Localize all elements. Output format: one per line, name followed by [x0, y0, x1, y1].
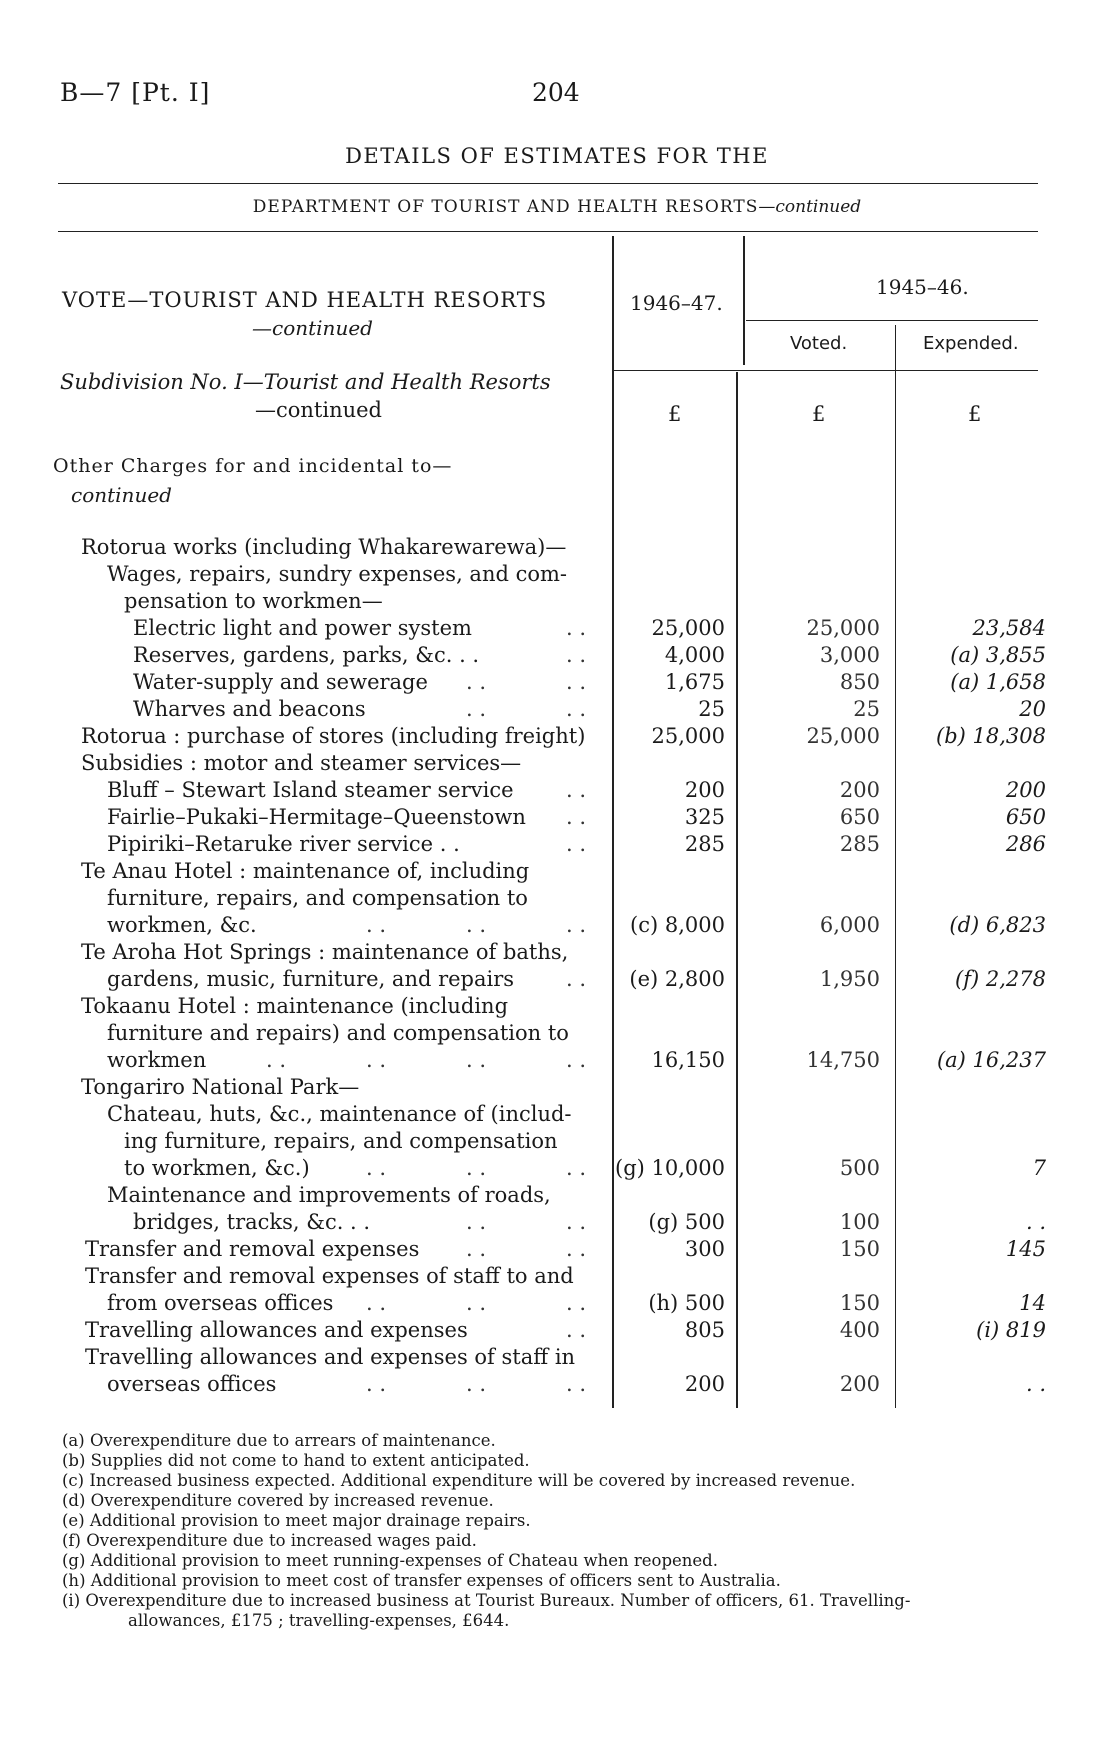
dot-leader: . .	[566, 1372, 587, 1396]
section-heading-continued: continued	[71, 483, 172, 507]
subdivision-title: Subdivision No. I—Tourist and Health Resorts	[60, 370, 551, 394]
row-label: Fairlie–Pukaki–Hermitage–Queenstown	[107, 805, 526, 829]
footnote: allowances, £175 ; travelling-expenses, £644.	[128, 1611, 510, 1630]
table-row	[0, 1156, 1114, 1183]
dot-leader: . .	[466, 697, 487, 721]
subtitle-text: DEPARTMENT OF TOURIST AND HEALTH RESORTS	[252, 197, 759, 217]
value-1945-46-expended: (i) 819	[976, 1318, 1046, 1342]
dot-leader: . .	[566, 967, 587, 991]
page-number: 204	[532, 78, 580, 107]
value-1945-46-expended: (a) 16,237	[936, 1048, 1046, 1072]
dot-leader: . .	[366, 1291, 387, 1315]
value-1945-46-voted: 1,950	[819, 967, 880, 991]
column-header-rule	[614, 370, 1038, 371]
value-1946-47: (c) 8,000	[630, 913, 725, 937]
dot-leader: . .	[566, 1318, 587, 1342]
value-1946-47: (h) 500	[648, 1291, 725, 1315]
currency-expended: £	[968, 402, 982, 426]
row-label: Rotorua works (including Whakarewarewa)—	[81, 535, 567, 559]
value-1946-47: (g) 10,000	[615, 1156, 725, 1180]
value-1945-46-voted: 200	[839, 1372, 880, 1396]
row-label: furniture, repairs, and compensation to	[107, 886, 528, 910]
value-1946-47: (e) 2,800	[629, 967, 725, 991]
value-1945-46-expended: 286	[1005, 832, 1046, 856]
value-1945-46-expended: . .	[1025, 1210, 1046, 1234]
value-1945-46-expended: 23,584	[972, 616, 1046, 640]
table-row	[0, 697, 1114, 724]
table-row	[0, 778, 1114, 805]
dot-leader: . .	[266, 1048, 287, 1072]
page-title: DETAILS OF ESTIMATES FOR THE	[345, 144, 769, 168]
table-row	[0, 1183, 1114, 1210]
row-label: Rotorua : purchase of stores (including freight)	[81, 724, 586, 748]
footnote: (h) Additional provision to meet cost of transfer expenses of officers sent to Australia.	[62, 1571, 781, 1590]
dot-leader: . .	[366, 1372, 387, 1396]
table-row	[0, 1237, 1114, 1264]
value-1946-47: 200	[684, 1372, 725, 1396]
dot-leader: . .	[366, 1156, 387, 1180]
table-row	[0, 832, 1114, 859]
footnote: (f) Overexpenditure due to increased wages paid.	[62, 1531, 477, 1550]
row-label: Transfer and removal expenses of staff to and	[85, 1264, 574, 1288]
dot-leader: . .	[466, 1156, 487, 1180]
value-1946-47: 300	[684, 1237, 725, 1261]
table-row	[0, 643, 1114, 670]
row-label: Maintenance and improvements of roads,	[107, 1183, 551, 1207]
table-row	[0, 940, 1114, 967]
table-row	[0, 1102, 1114, 1129]
value-1945-46-voted: 25	[853, 697, 880, 721]
dot-leader: . .	[466, 1372, 487, 1396]
dot-leader: . .	[466, 670, 487, 694]
row-label: Pipiriki–Retaruke river service . .	[107, 832, 460, 856]
row-label: Tongariro National Park—	[81, 1075, 360, 1099]
value-1945-46-voted: 3,000	[819, 643, 880, 667]
value-1946-47: 25,000	[651, 616, 725, 640]
dot-leader: . .	[566, 778, 587, 802]
vote-title-continued: —continued	[252, 316, 373, 340]
table-row	[0, 1372, 1114, 1399]
dot-leader: . .	[566, 1210, 587, 1234]
row-label: Wages, repairs, sundry expenses, and com-	[107, 562, 568, 586]
dot-leader: . .	[466, 1048, 487, 1072]
value-1946-47: (g) 500	[648, 1210, 725, 1234]
row-label: Tokaanu Hotel : maintenance (including	[81, 994, 509, 1018]
value-1945-46-expended: . .	[1025, 1372, 1046, 1396]
value-1945-46-expended: 14	[1019, 1291, 1046, 1315]
dot-leader: . .	[466, 1210, 487, 1234]
table-row	[0, 994, 1114, 1021]
table-row	[0, 913, 1114, 940]
row-label: pensation to workmen—	[124, 589, 383, 613]
dot-leader: . .	[566, 832, 587, 856]
value-1945-46-expended: (a) 1,658	[950, 670, 1046, 694]
title-rule	[58, 183, 1038, 184]
row-label: workmen, &c.	[107, 913, 257, 937]
value-1945-46-expended: 650	[1005, 805, 1046, 829]
footnote: (g) Additional provision to meet running-expenses of Chateau when reopened.	[62, 1551, 718, 1570]
row-label: Wharves and beacons	[133, 697, 366, 721]
value-1945-46-expended: (d) 6,823	[949, 913, 1046, 937]
table-row	[0, 670, 1114, 697]
table-row	[0, 616, 1114, 643]
table-row	[0, 589, 1114, 616]
table-row	[0, 1345, 1114, 1372]
row-label: Reserves, gardens, parks, &c. . .	[133, 643, 480, 667]
value-1945-46-voted: 400	[839, 1318, 880, 1342]
value-1945-46-voted: 25,000	[806, 724, 880, 748]
row-label: Te Aroha Hot Springs : maintenance of baths,	[81, 940, 569, 964]
value-1945-46-expended: (b) 18,308	[936, 724, 1046, 748]
value-1945-46-expended: 7	[1032, 1156, 1046, 1180]
row-label: Water-supply and sewerage	[133, 670, 428, 694]
document-reference: B—7 [Pt. I]	[60, 78, 211, 107]
row-label: furniture and repairs) and compensation to	[107, 1021, 569, 1045]
dot-leader: . .	[566, 643, 587, 667]
value-1946-47: 805	[684, 1318, 725, 1342]
row-label: Subsidies : motor and steamer services—	[81, 751, 522, 775]
table-row	[0, 724, 1114, 751]
value-1945-46-voted: 500	[839, 1156, 880, 1180]
footnote: (a) Overexpenditure due to arrears of maintenance.	[62, 1431, 496, 1450]
row-label: from overseas offices	[107, 1291, 334, 1315]
table-row	[0, 1210, 1114, 1237]
vote-title: VOTE—TOURIST AND HEALTH RESORTS	[62, 288, 548, 312]
table-row	[0, 1318, 1114, 1345]
dot-leader: . .	[566, 805, 587, 829]
column-header-1945-46: 1945–46.	[876, 275, 969, 299]
table-row	[0, 967, 1114, 994]
table-row	[0, 1291, 1114, 1318]
dot-leader: . .	[566, 670, 587, 694]
value-1946-47: 4,000	[664, 643, 725, 667]
value-1946-47: 25	[698, 697, 725, 721]
subtitle-continued: —continued	[758, 197, 862, 217]
value-1945-46-voted: 150	[839, 1237, 880, 1261]
row-label: Bluff – Stewart Island steamer service	[107, 778, 514, 802]
row-label: bridges, tracks, &c. . .	[133, 1210, 371, 1234]
table-row	[0, 805, 1114, 832]
dot-leader: . .	[566, 913, 587, 937]
value-1945-46-voted: 6,000	[819, 913, 880, 937]
currency-voted: £	[812, 402, 826, 426]
table-row	[0, 886, 1114, 913]
table-row	[0, 859, 1114, 886]
value-1945-46-voted: 14,750	[806, 1048, 880, 1072]
value-1945-46-expended: (a) 3,855	[950, 643, 1046, 667]
table-row	[0, 1264, 1114, 1291]
dot-leader: . .	[366, 1048, 387, 1072]
currency-1946-47: £	[668, 402, 682, 426]
table-row	[0, 1021, 1114, 1048]
dot-leader: . .	[566, 616, 587, 640]
value-1945-46-voted: 200	[839, 778, 880, 802]
row-label: Transfer and removal expenses	[85, 1237, 420, 1261]
dot-leader: . .	[566, 1048, 587, 1072]
row-label: Chateau, huts, &c., maintenance of (includ-	[107, 1102, 572, 1126]
row-label: to workmen, &c.)	[124, 1156, 310, 1180]
value-1946-47: 200	[684, 778, 725, 802]
table-row	[0, 1129, 1114, 1156]
value-1945-46-expended: 145	[1005, 1237, 1046, 1261]
column-divider-2-top	[743, 236, 745, 365]
table-row	[0, 562, 1114, 589]
table-row	[0, 751, 1114, 778]
value-1946-47: 325	[684, 805, 725, 829]
dot-leader: . .	[466, 1237, 487, 1261]
row-label: gardens, music, furniture, and repairs	[107, 967, 515, 991]
footnote: (d) Overexpenditure covered by increased revenue.	[62, 1491, 494, 1510]
value-1945-46-voted: 285	[839, 832, 880, 856]
dot-leader: . .	[466, 913, 487, 937]
footnote: (i) Overexpenditure due to increased business at Tourist Bureaux. Number of officers, 61. Travelling-	[62, 1591, 911, 1610]
table-row	[0, 535, 1114, 562]
row-label: Travelling allowances and expenses	[85, 1318, 468, 1342]
table-row	[0, 1075, 1114, 1102]
value-1945-46-voted: 25,000	[806, 616, 880, 640]
value-1945-46-voted: 150	[839, 1291, 880, 1315]
section-heading: Other Charges for and incidental to—	[53, 455, 453, 477]
row-label: workmen	[107, 1048, 207, 1072]
dot-leader: . .	[566, 1156, 587, 1180]
value-1946-47: 25,000	[651, 724, 725, 748]
value-1945-46-voted: 650	[839, 805, 880, 829]
row-label: Te Anau Hotel : maintenance of, including	[81, 859, 530, 883]
year-1945-rule	[746, 320, 1038, 321]
value-1945-46-voted: 850	[839, 670, 880, 694]
table-row	[0, 1048, 1114, 1075]
footnote: (e) Additional provision to meet major drainage repairs.	[62, 1511, 531, 1530]
row-label: ing furniture, repairs, and compensation	[124, 1129, 558, 1153]
row-label: overseas offices	[107, 1372, 277, 1396]
subtitle-rule	[58, 231, 1038, 232]
row-label: Travelling allowances and expenses of staff in	[85, 1345, 576, 1369]
footnote: (c) Increased business expected. Additional expenditure will be covered by increased revenue.	[62, 1471, 856, 1490]
value-1945-46-expended: (f) 2,278	[955, 967, 1046, 991]
value-1946-47: 1,675	[664, 670, 725, 694]
value-1945-46-expended: 20	[1019, 697, 1046, 721]
dot-leader: . .	[466, 1291, 487, 1315]
value-1945-46-voted: 100	[839, 1210, 880, 1234]
value-1946-47: 16,150	[651, 1048, 725, 1072]
department-subtitle	[0, 197, 1114, 217]
column-header-expended: Expended.	[923, 333, 1019, 354]
dot-leader: . .	[566, 1237, 587, 1261]
footnote: (b) Supplies did not come to hand to extent anticipated.	[62, 1451, 530, 1470]
dot-leader: . .	[366, 913, 387, 937]
dot-leader: . .	[566, 697, 587, 721]
value-1946-47: 285	[684, 832, 725, 856]
column-header-voted: Voted.	[790, 333, 848, 354]
column-header-1946-47: 1946–47.	[630, 291, 723, 315]
dot-leader: . .	[566, 1291, 587, 1315]
row-label: Electric light and power system	[133, 616, 472, 640]
value-1945-46-expended: 200	[1005, 778, 1046, 802]
subdivision-continued: —continued	[255, 398, 383, 422]
